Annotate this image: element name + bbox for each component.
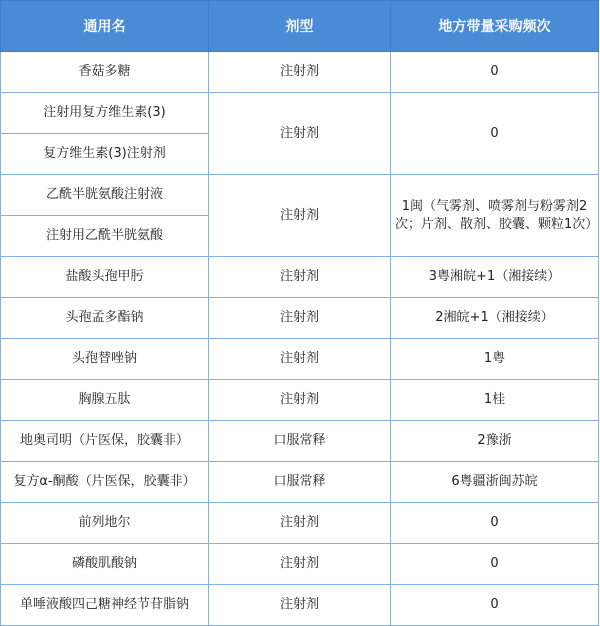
cell-dosage-form: 注射剂 xyxy=(209,93,391,175)
cell-generic-name: 复方α-酮酸（片医保，胶囊非） xyxy=(1,462,209,503)
cell-dosage-form: 注射剂 xyxy=(209,257,391,298)
cell-dosage-form: 注射剂 xyxy=(209,339,391,380)
table-row xyxy=(1,503,599,544)
cell-generic-name: 复方维生素(3)注射剂 xyxy=(1,134,209,175)
cell-generic-name: 香菇多糖 xyxy=(1,52,209,93)
table-row xyxy=(1,339,599,380)
table-row xyxy=(1,175,599,216)
cell-procurement-frequency: 2豫浙 xyxy=(391,421,599,462)
cell-dosage-form: 注射剂 xyxy=(209,544,391,585)
cell-dosage-form: 注射剂 xyxy=(209,380,391,421)
cell-generic-name: 磷酸肌酸钠 xyxy=(1,544,209,585)
table-row xyxy=(1,462,599,503)
cell-procurement-frequency: 1闽（气雾剂、喷雾剂与粉雾剂2次；片剂、散剂、胶囊、颗粒1次） xyxy=(391,175,599,257)
cell-procurement-frequency: 1粤 xyxy=(391,339,599,380)
table-row xyxy=(1,257,599,298)
cell-procurement-frequency: 0 xyxy=(391,52,599,93)
cell-generic-name: 乙酰半胱氨酸注射液 xyxy=(1,175,209,216)
cell-dosage-form: 注射剂 xyxy=(209,503,391,544)
table-row xyxy=(1,585,599,626)
cell-dosage-form: 注射剂 xyxy=(209,298,391,339)
cell-procurement-frequency: 1桂 xyxy=(391,380,599,421)
header-dosage-form: 剂型 xyxy=(209,1,391,52)
cell-generic-name: 盐酸头孢甲肟 xyxy=(1,257,209,298)
cell-procurement-frequency: 6粤疆浙闽苏皖 xyxy=(391,462,599,503)
cell-procurement-frequency: 2湘皖+1（湘接续） xyxy=(391,298,599,339)
cell-generic-name: 胸腺五肽 xyxy=(1,380,209,421)
table-row xyxy=(1,52,599,93)
cell-procurement-frequency: 0 xyxy=(391,93,599,175)
cell-procurement-frequency: 0 xyxy=(391,503,599,544)
cell-generic-name: 头孢孟多酯钠 xyxy=(1,298,209,339)
cell-dosage-form: 口服常释 xyxy=(209,462,391,503)
table-header-row xyxy=(1,1,599,52)
header-procurement-frequency: 地方带量采购频次 xyxy=(391,1,599,52)
cell-dosage-form: 注射剂 xyxy=(209,175,391,257)
table-row xyxy=(1,421,599,462)
cell-dosage-form: 口服常释 xyxy=(209,421,391,462)
cell-dosage-form: 注射剂 xyxy=(209,52,391,93)
cell-generic-name: 单唾液酸四己糖神经节苷脂钠 xyxy=(1,585,209,626)
cell-generic-name: 注射用乙酰半胱氨酸 xyxy=(1,216,209,257)
cell-generic-name: 头孢替唑钠 xyxy=(1,339,209,380)
table-row xyxy=(1,544,599,585)
cell-procurement-frequency: 3粤湘皖+1（湘接续） xyxy=(391,257,599,298)
cell-generic-name: 地奥司明（片医保，胶囊非） xyxy=(1,421,209,462)
cell-procurement-frequency: 0 xyxy=(391,544,599,585)
table-row xyxy=(1,380,599,421)
cell-dosage-form: 注射剂 xyxy=(209,585,391,626)
table-row xyxy=(1,93,599,134)
header-generic-name: 通用名 xyxy=(1,1,209,52)
cell-generic-name: 注射用复方维生素(3) xyxy=(1,93,209,134)
cell-procurement-frequency: 0 xyxy=(391,585,599,626)
table-row xyxy=(1,298,599,339)
cell-generic-name: 前列地尔 xyxy=(1,503,209,544)
